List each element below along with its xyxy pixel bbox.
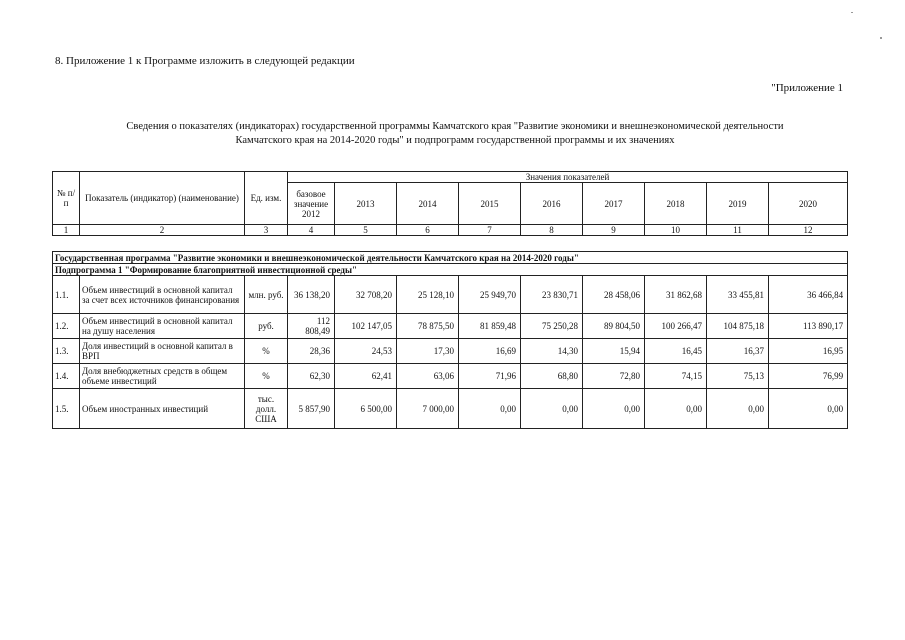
table-row	[53, 364, 848, 389]
col-number: 3	[245, 225, 288, 236]
row-value: 74,15	[645, 364, 707, 389]
row-value: 113 890,17	[769, 314, 848, 339]
col-number: 12	[769, 225, 848, 236]
row-value: 16,95	[769, 339, 848, 364]
row-num: 1.1.	[53, 276, 80, 314]
row-num: 1.2.	[53, 314, 80, 339]
row-value: 16,45	[645, 339, 707, 364]
row-value: 16,69	[459, 339, 521, 364]
row-value: 14,30	[521, 339, 583, 364]
row-value: 23 830,71	[521, 276, 583, 314]
col-number: 7	[459, 225, 521, 236]
row-value: 25 128,10	[397, 276, 459, 314]
row-value: 62,30	[288, 364, 335, 389]
row-value: 62,41	[335, 364, 397, 389]
row-value: 16,37	[707, 339, 769, 364]
caption-line-2: Камчатского края на 2014-2020 годы" и подпрограмм государственной программы и их значениях	[235, 135, 675, 146]
row-value: 28,36	[288, 339, 335, 364]
row-value: 0,00	[521, 389, 583, 429]
row-value: 81 859,48	[459, 314, 521, 339]
header-year: 2015	[459, 183, 521, 225]
intro-text: 8. Приложение 1 к Программе изложить в следующей редакции	[55, 55, 355, 67]
row-name: Объем инвестиций в основной капитал на душу населения	[80, 314, 245, 339]
row-value: 100 266,47	[645, 314, 707, 339]
row-value: 5 857,90	[288, 389, 335, 429]
header-year: 2019	[707, 183, 769, 225]
indicators-body	[53, 252, 848, 429]
header-year: 2018	[645, 183, 707, 225]
col-number: 10	[645, 225, 707, 236]
row-value: 89 804,50	[583, 314, 645, 339]
row-value: 104 875,18	[707, 314, 769, 339]
row-value: 36 466,84	[769, 276, 848, 314]
col-number: 6	[397, 225, 459, 236]
row-name: Доля внебюджетных средств в общем объеме инвестиций	[80, 364, 245, 389]
header-year: 2017	[583, 183, 645, 225]
col-number: 2	[80, 225, 245, 236]
header-num: № п/п	[53, 172, 80, 225]
row-value: 24,53	[335, 339, 397, 364]
row-value: 7 000,00	[397, 389, 459, 429]
header-year: 2014	[397, 183, 459, 225]
header-base: базовое значение 2012	[288, 183, 335, 225]
row-value: 0,00	[707, 389, 769, 429]
row-value: 102 147,05	[335, 314, 397, 339]
row-name: Доля инвестиций в основной капитал в ВРП	[80, 339, 245, 364]
row-num: 1.5.	[53, 389, 80, 429]
row-value: 78 875,50	[397, 314, 459, 339]
row-value: 63,06	[397, 364, 459, 389]
row-name: Объем иностранных инвестиций	[80, 389, 245, 429]
header-year: 2016	[521, 183, 583, 225]
row-unit: руб.	[245, 314, 288, 339]
row-unit: тыс. долл. США	[245, 389, 288, 429]
row-value: 76,99	[769, 364, 848, 389]
scan-speck	[851, 12, 853, 13]
program-title: Государственная программа "Развитие экономики и внешнеэкономической деятельности Камчатского края на 2014-2020 годы"	[53, 252, 848, 264]
row-value: 33 455,81	[707, 276, 769, 314]
header-year: 2020	[769, 183, 848, 225]
appendix-label: "Приложение 1	[771, 82, 843, 94]
row-value: 75,13	[707, 364, 769, 389]
row-value: 72,80	[583, 364, 645, 389]
row-unit: млн. руб.	[245, 276, 288, 314]
row-value: 71,96	[459, 364, 521, 389]
col-number: 9	[583, 225, 645, 236]
col-number: 11	[707, 225, 769, 236]
row-value: 0,00	[645, 389, 707, 429]
row-num: 1.4.	[53, 364, 80, 389]
header-unit: Ед. изм.	[245, 172, 288, 225]
row-unit: %	[245, 364, 288, 389]
col-number: 1	[53, 225, 80, 236]
scan-speck	[880, 37, 882, 39]
table-row	[53, 276, 848, 314]
row-value: 112 808,49	[288, 314, 335, 339]
subprogram-title: Подпрограмма 1 "Формирование благоприятной инвестиционной среды"	[53, 264, 848, 276]
row-value: 6 500,00	[335, 389, 397, 429]
table-row	[53, 389, 848, 429]
header-year: 2013	[335, 183, 397, 225]
indicators-table	[52, 251, 848, 429]
row-num: 1.3.	[53, 339, 80, 364]
row-value: 36 138,20	[288, 276, 335, 314]
row-name: Объем инвестиций в основной капитал за счет всех источников финансирования	[80, 276, 245, 314]
row-value: 68,80	[521, 364, 583, 389]
header-indicator: Показатель (индикатор) (наименование)	[80, 172, 245, 225]
row-value: 17,30	[397, 339, 459, 364]
row-value: 25 949,70	[459, 276, 521, 314]
row-value: 0,00	[583, 389, 645, 429]
row-value: 0,00	[769, 389, 848, 429]
table-caption	[60, 120, 850, 148]
table-row	[53, 339, 848, 364]
col-number: 8	[521, 225, 583, 236]
row-value: 15,94	[583, 339, 645, 364]
row-value: 0,00	[459, 389, 521, 429]
row-value: 32 708,20	[335, 276, 397, 314]
row-value: 28 458,06	[583, 276, 645, 314]
header-table	[52, 171, 848, 236]
row-unit: %	[245, 339, 288, 364]
col-number: 5	[335, 225, 397, 236]
col-number: 4	[288, 225, 335, 236]
row-value: 31 862,68	[645, 276, 707, 314]
caption-line-1: Сведения о показателях (индикаторах) государственной программы Камчатского края "Развитие экономики и внешнеэкономической деятельности	[126, 121, 784, 132]
table-row	[53, 314, 848, 339]
header-values-group: Значения показателей	[288, 172, 848, 183]
row-value: 75 250,28	[521, 314, 583, 339]
